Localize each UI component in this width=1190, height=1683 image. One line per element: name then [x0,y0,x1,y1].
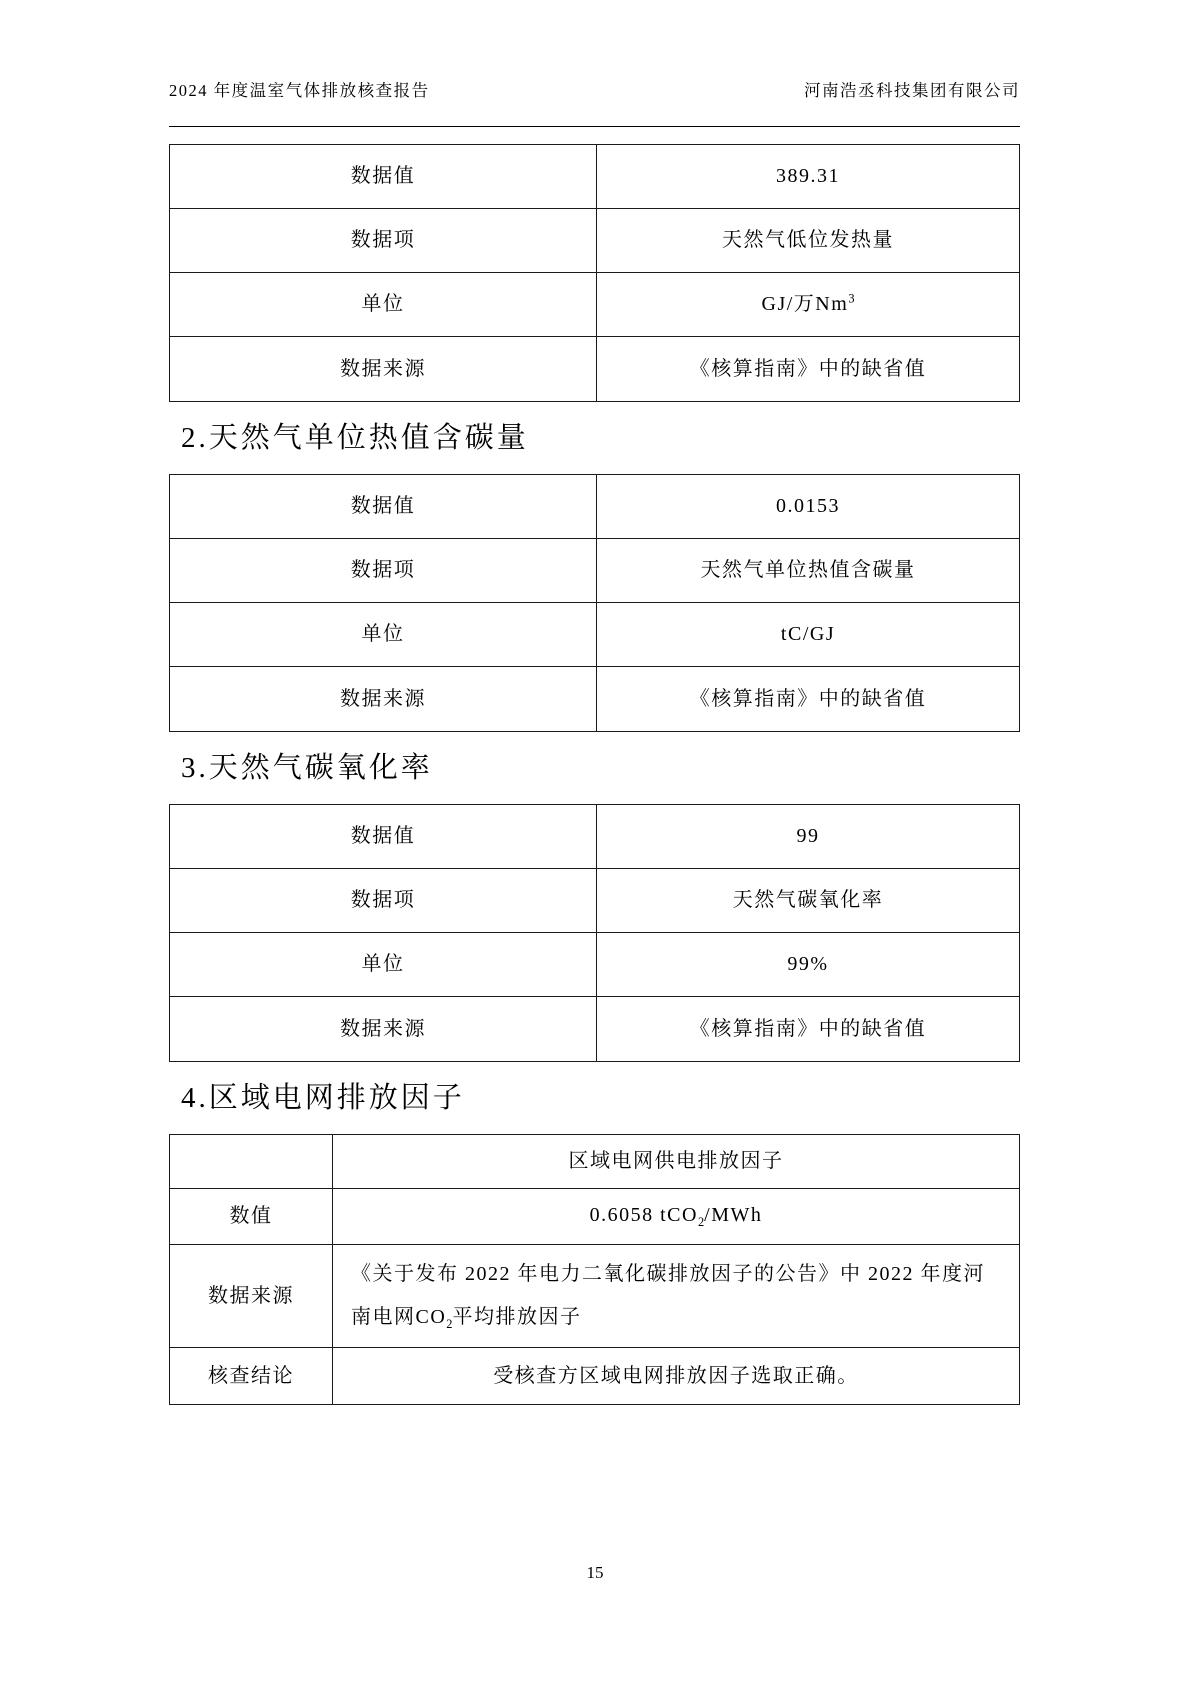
row-label: 数据项 [170,539,597,602]
row-value: 99 [796,825,820,847]
row-label: 数据值 [170,145,597,208]
row-value [333,1189,1019,1244]
table-row [170,337,1019,401]
empty-corner-cell [170,1135,333,1188]
row-label: 核查结论 [170,1348,333,1404]
table-row [170,475,1019,539]
table-row [170,933,1019,997]
row-value: 受核查方区域电网排放因子选取正确。 [493,1364,859,1387]
row-label: 数据来源 [170,997,597,1061]
subscript: 2 [697,1215,705,1229]
table-row [170,1245,1019,1348]
row-label: 数据来源 [170,667,597,731]
table-row [170,805,1019,869]
table-carbon-content-per-heat [169,474,1020,732]
row-label: 数据项 [170,209,597,272]
row-label: 单位 [170,273,597,336]
table-row [170,1348,1019,1404]
row-value [597,273,1019,336]
table-row [170,145,1019,209]
table-row [170,1189,1019,1245]
superscript: 3 [848,291,855,306]
row-value: 《核算指南》中的缺省值 [689,357,927,380]
table-natural-gas-heating-value [169,144,1020,402]
row-value: 99% [787,953,829,975]
row-label: 数据值 [170,475,597,538]
row-value: 0.0153 [776,495,841,517]
table-row [170,539,1019,603]
row-value: 389.31 [776,165,841,187]
row-value: tC/GJ [780,623,836,645]
table-row [170,997,1019,1061]
unit-text: GJ/万Nm$^3$ [761,291,855,315]
row-label: 数据项 [170,869,597,932]
header-company-name: 河南浩丞科技集团有限公司 [804,81,1020,100]
page-number: 15 [586,1563,604,1582]
table-header-title: 区域电网供电排放因子 [568,1150,784,1172]
row-value: 天然气单位热值含碳量 [700,559,916,581]
table-carbon-oxidation-rate [169,804,1020,1062]
table-header-row [170,1135,1019,1189]
row-label: 数据来源 [170,337,597,401]
table-grid-emission-factor [169,1134,1020,1405]
row-value [333,1245,1019,1347]
table-row [170,209,1019,273]
section-heading-4: 4.区域电网排放因子 [181,1082,465,1114]
header-report-title: 2024 年度温室气体排放核查报告 [169,81,430,100]
section-heading-2: 2.天然气单位热值含碳量 [181,422,529,454]
section-heading-3: 3.天然气碳氧化率 [181,752,433,784]
row-label: 数据值 [170,805,597,868]
page-header [169,80,1020,127]
row-value: 天然气碳氧化率 [732,889,884,911]
row-label: 数据来源 [170,1245,333,1347]
row-value: 天然气低位发热量 [722,229,895,251]
row-label: 数值 [170,1189,333,1244]
subscript: 2 [446,1317,453,1331]
row-label: 单位 [170,603,597,666]
emission-factor-value: 0.6058 tCO$_2$/MWh [589,1204,763,1229]
table-row [170,603,1019,667]
row-value: 《核算指南》中的缺省值 [689,1017,927,1040]
table-row [170,869,1019,933]
row-label: 单位 [170,933,597,996]
table-row [170,667,1019,731]
row-value: 《核算指南》中的缺省值 [689,687,927,710]
data-source-text: 《关于发布 2022 年电力二氧化碳排放因子的公告》中 2022 年度河南电网$CO_2$平均排放因子 [351,1263,985,1331]
table-row [170,273,1019,337]
